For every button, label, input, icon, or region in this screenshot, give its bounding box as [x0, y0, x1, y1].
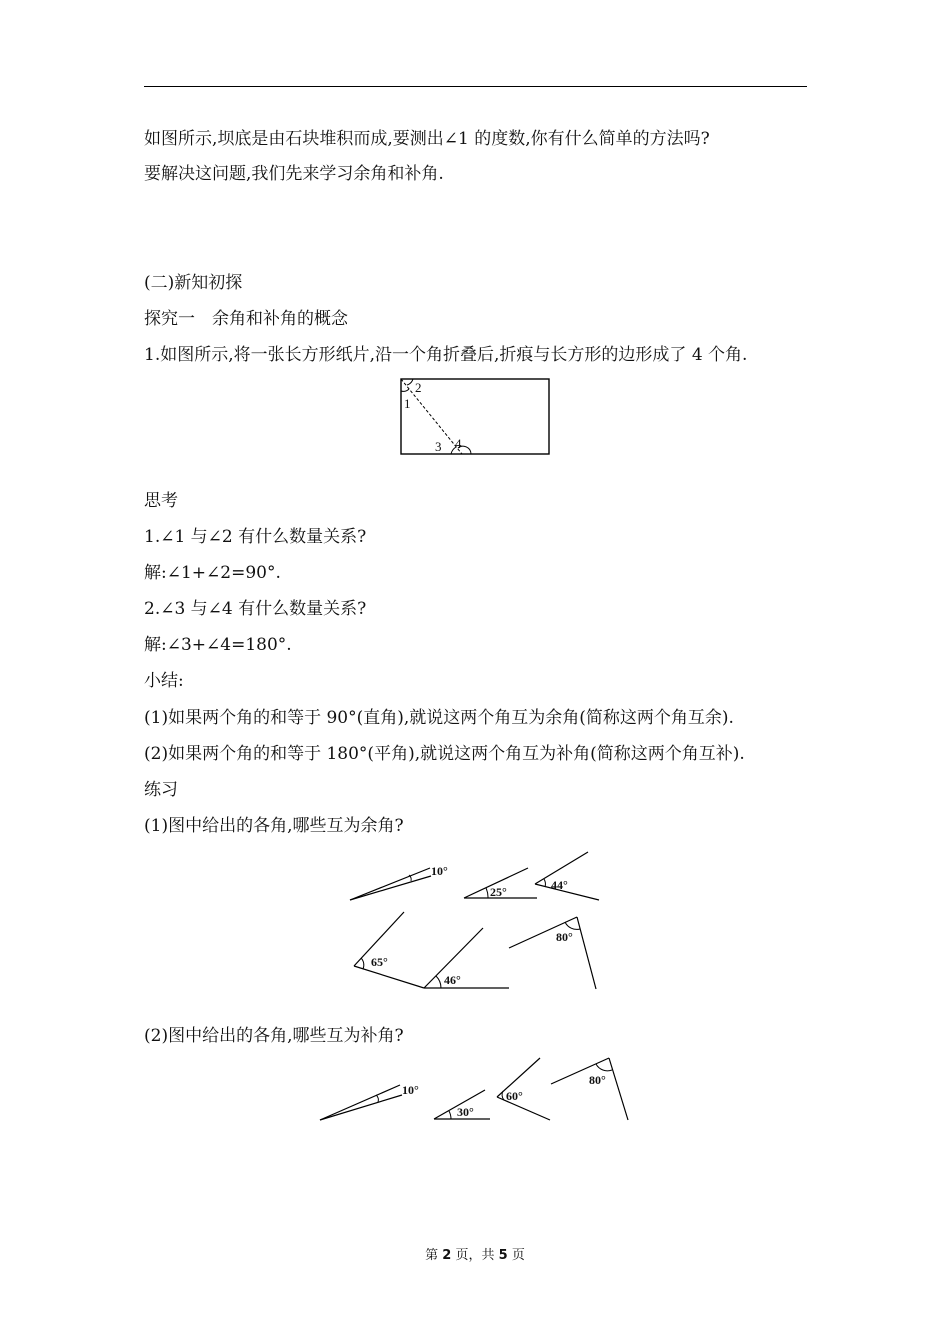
think-title: 思考: [144, 491, 178, 511]
think-answer-2: 解:∠3+∠4=180°.: [144, 635, 292, 655]
footer-page-number: 2: [442, 1248, 452, 1263]
angle-10b-figure: [320, 1083, 419, 1120]
section-heading: (二)新知初探: [144, 273, 243, 293]
footer-total-pages: 5: [498, 1248, 508, 1263]
think-question-1: 1.∠1 与∠2 有什么数量关系?: [144, 527, 367, 547]
think-answer-1: 解:∠1+∠2=90°.: [144, 563, 281, 583]
angle-30-figure: [434, 1090, 490, 1119]
think-question-2: 2.∠3 与∠4 有什么数量关系?: [144, 599, 367, 619]
angle-label-30: 30°: [457, 1105, 474, 1119]
angle-60-figure: [497, 1058, 550, 1120]
summary-title: 小结:: [144, 671, 184, 691]
task-1-text: 1.如图所示,将一张长方形纸片,沿一个角折叠后,折痕与长方形的边形成了 4 个角.: [144, 345, 748, 365]
footer-suffix: 页: [511, 1248, 525, 1263]
angle-label-46: 46°: [444, 973, 461, 987]
practice-title: 练习: [144, 780, 178, 800]
angle-label-2: 2: [415, 380, 422, 395]
summary-point-2: (2)如果两个角的和等于 180°(平角),就说这两个角互为补角(简称这两个角互补).: [144, 744, 745, 764]
angle-label-80b: 80°: [589, 1073, 606, 1087]
angle-label-4: 4: [455, 436, 462, 451]
angle-label-80: 80°: [556, 930, 573, 944]
angle-label-60: 60°: [506, 1089, 523, 1103]
footer-prefix: 第: [425, 1248, 439, 1263]
practice-question-1: (1)图中给出的各角,哪些互为余角?: [144, 816, 404, 836]
angle-label-1: 1: [404, 396, 411, 411]
intro-line-2: 要解决这问题,我们先来学习余角和补角.: [144, 164, 444, 184]
angle-label-44: 44°: [551, 878, 568, 892]
angle-label-10: 10°: [431, 864, 448, 878]
angle-label-25: 25°: [490, 885, 507, 899]
explore-title: 探究一 余角和补角的概念: [144, 309, 348, 329]
angle-80b-figure: [551, 1058, 628, 1120]
intro-line-1: 如图所示,坝底是由石块堆积而成,要测出∠1 的度数,你有什么简单的方法吗?: [144, 129, 710, 149]
angle-label-65: 65°: [371, 955, 388, 969]
footer-mid: 页，共: [455, 1248, 495, 1263]
page-footer: [0, 1244, 950, 1263]
angle-label-3: 3: [435, 439, 442, 454]
angle-label-10b: 10°: [402, 1083, 419, 1097]
practice-question-2: (2)图中给出的各角,哪些互为补角?: [144, 1026, 404, 1046]
summary-point-1: (1)如果两个角的和等于 90°(直角),就说这两个角互为余角(简称这两个角互余).: [144, 708, 734, 728]
